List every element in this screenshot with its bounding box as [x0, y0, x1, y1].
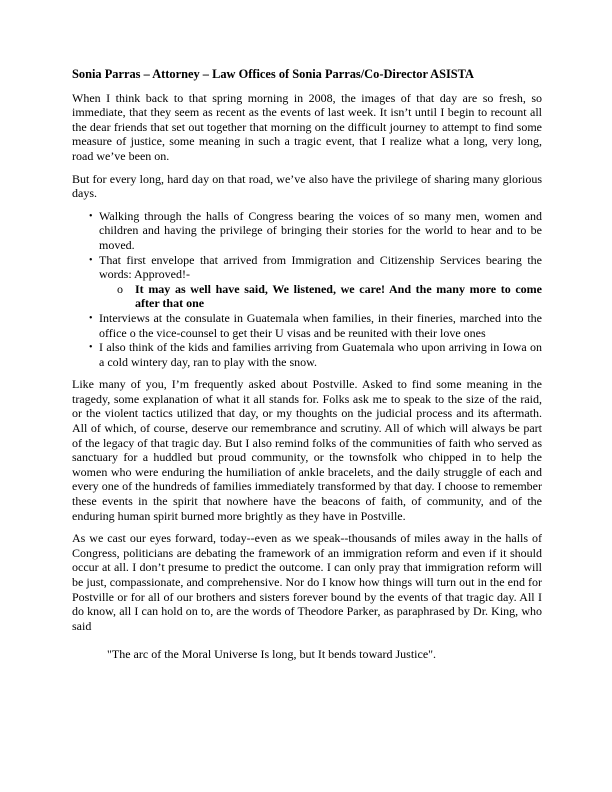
- paragraph-looking-forward: As we cast our eyes forward, today--even as we speak--thousands of miles away in the halls of Congress, politicians are debating the framework of an immigration reform and even if it should occur at all. I don’t presume to predict the outcome. I can only pray that immigration reform will be just, compassionate, and comprehensive. Nor do I know how things will turn out in the end for Postville or for all of our brothers and sisters forever bound by the events of that tragic day. All I do know, all I can hold on to, are the words of Theodore Parker, as paraphrased by Dr. King, who said: [72, 531, 542, 633]
- list-item-text: Walking through the halls of Congress bearing the voices of so many men, women and children and having the privilege of bringing their stories for the world to hear and to be moved.: [99, 208, 542, 252]
- list-item-text: That first envelope that arrived from Immigration and Citizenship Services bearing the words: Approved!-: [99, 252, 542, 282]
- document-heading: Sonia Parras – Attorney – Law Offices of Sonia Parras/Co-Director ASISTA: [72, 67, 474, 81]
- paragraph-glorious-days: But for every long, hard day on that road, we’ve also have the privilege of sharing many glorious days.: [72, 171, 542, 201]
- bullet-marker: •: [89, 312, 93, 324]
- bullet-marker: •: [89, 210, 93, 222]
- list-item-text: It may as well have said, We listened, we care! And the many more to come after that one: [135, 281, 542, 311]
- bullet-marker: •: [89, 254, 93, 266]
- paragraph-postville-reflection: Like many of you, I’m frequently asked about Postville. Asked to find some meaning in the tragedy, some explanation of what it all stands for. Folks ask me to speak to the size of the raid, or the violent tactics utilized that day, or my thoughts on the judicial process and its aftermath. All of which, of course, deserve our remembrance and scrutiny. All of which will always be part of the legacy of that tragic day. But I also remind folks of the communities of faith who served as sanctuary for a huddled but proud community, or the townsfolk who chipped in to help the women who were enduring the humiliation of ankle bracelets, and the daily struggle of each and every one of the hundreds of families immediately transformed by that day. I choose to remember these events in the spirit that nowhere have the beacons of faith, of community, and of the enduring human spirit burned more brightly as they have in Postville.: [72, 377, 542, 523]
- document-content: [72, 67, 542, 662]
- list-item: [72, 340, 542, 369]
- quote-line: "The arc of the Moral Universe Is long, but It bends toward Justice".: [107, 647, 437, 662]
- list-item: [72, 253, 542, 282]
- sub-bullet-marker: o: [117, 281, 123, 296]
- list-item-sub: [72, 282, 542, 311]
- list-item: [72, 311, 542, 340]
- list-item-text: I also think of the kids and families arriving from Guatemala who upon arriving in Iowa on a cold wintery day, ran to play with the snow.: [99, 340, 542, 369]
- list-item-text: Interviews at the consulate in Guatemala when families, in their fineries, marched into the office o the vice-counsel to get their U visas and be reunited with their love ones: [99, 310, 542, 340]
- list-item: [72, 209, 542, 253]
- paragraph-opening: When I think back to that spring morning in 2008, the images of that day are so fresh, so immediate, that they seem as recent as the events of last week. It isn’t until I begin to recount all the dear friends that set out together that morning on the difficult journey to attempt to find some measure of justice, some meaning in such a tragic event, that I realize what a long, very long, road we’ve been on.: [72, 90, 542, 163]
- bullet-list: [72, 209, 542, 370]
- bullet-marker: •: [89, 342, 93, 354]
